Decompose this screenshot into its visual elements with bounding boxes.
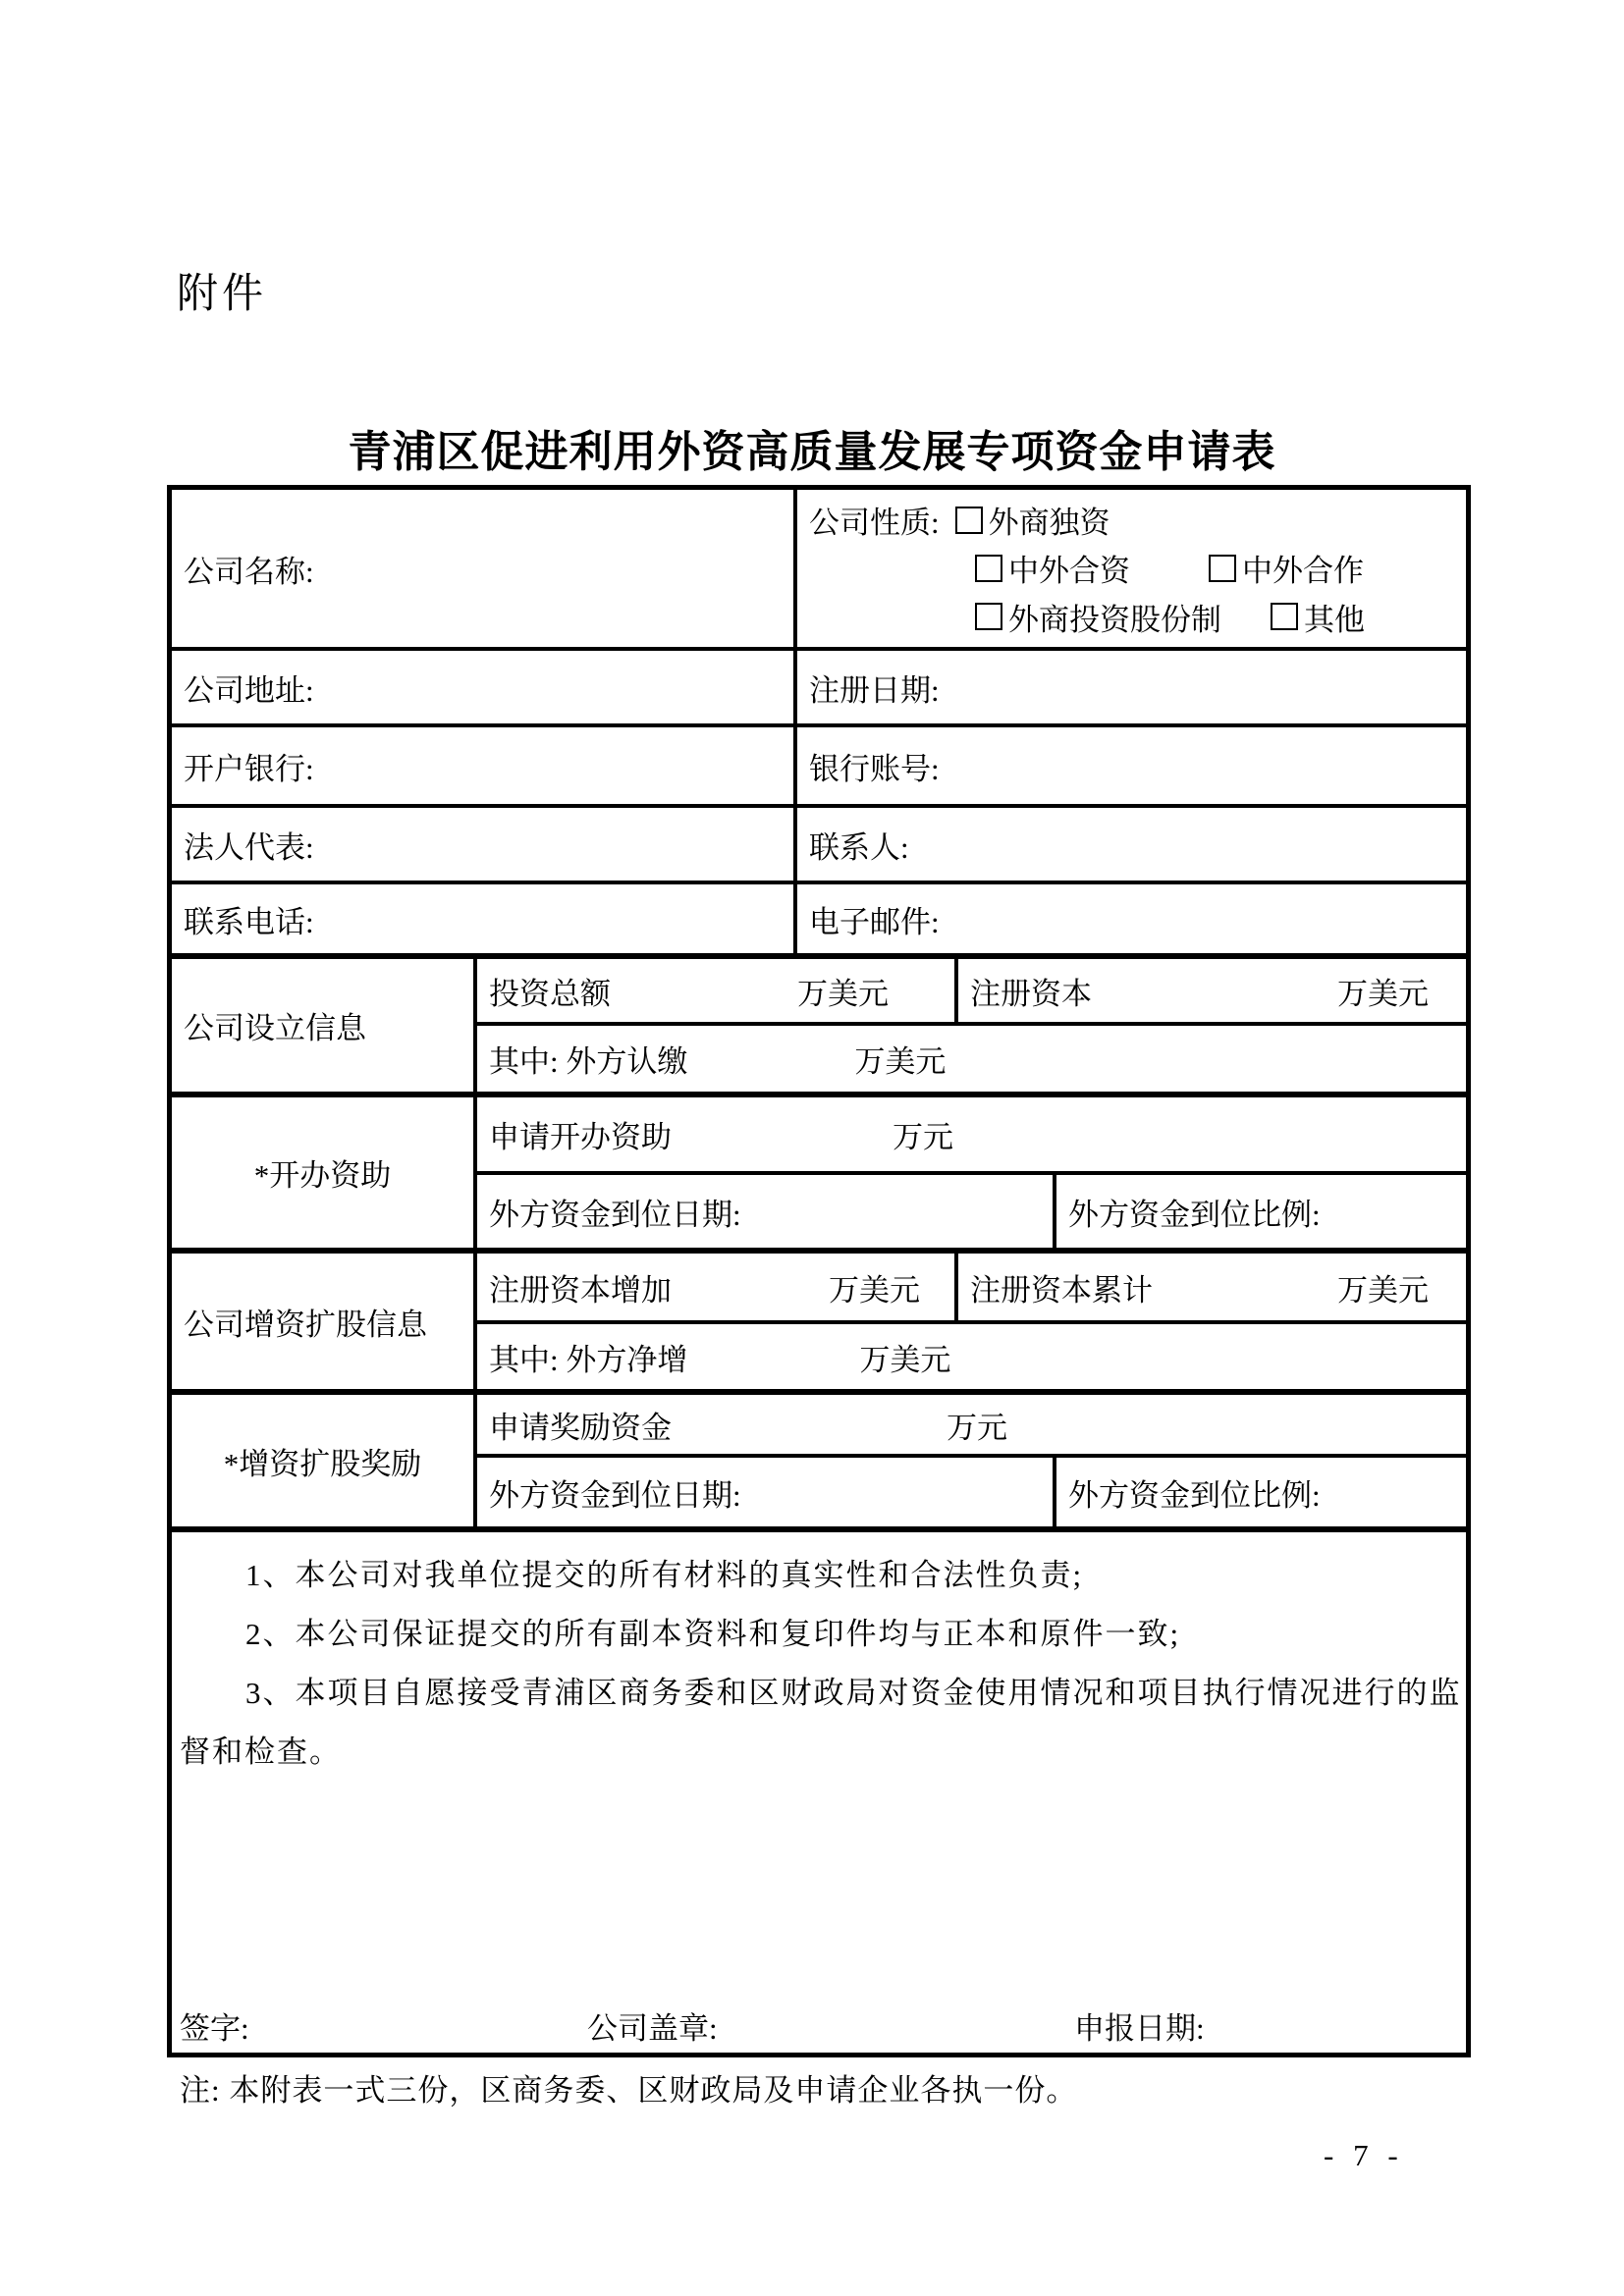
cell-contact-person <box>797 808 1466 881</box>
registration-date-label: 注册日期: <box>809 672 940 708</box>
establishment-body <box>477 959 1466 1092</box>
cell-email <box>797 884 1466 953</box>
startup-arrival-date-label: 外方资金到位日期: <box>489 1197 741 1232</box>
cell-legal-rep <box>172 808 797 881</box>
cell-total-investment <box>477 959 958 1022</box>
reward-apply-label: 申请奖励资金 <box>489 1410 672 1445</box>
option-foreign-wholly-owned <box>955 498 1110 542</box>
application-form-table <box>167 485 1471 2057</box>
cell-reward-arrival-ratio <box>1056 1458 1466 1526</box>
row-increase-reward <box>172 1395 1466 1532</box>
cell-foreign-subscribed <box>477 1026 1466 1092</box>
cell-company-nature <box>797 490 1466 647</box>
phone-label: 联系电话: <box>184 904 314 939</box>
capital-increase-header-label: 公司增资扩股信息 <box>184 1307 427 1342</box>
row-startup-grant-arrival <box>477 1175 1466 1248</box>
option-foreign-wholly-owned-label: 外商独资 <box>988 506 1110 541</box>
email-label: 电子邮件: <box>809 904 940 939</box>
checkbox-sino-foreign-jv-icon <box>975 555 1002 582</box>
row-startup-grant <box>172 1097 1466 1254</box>
establishment-header <box>172 959 477 1092</box>
row-foreign-subscribed <box>477 1026 1466 1092</box>
cell-capital-increase <box>477 1254 958 1320</box>
footnote: 注: 本附表一式三份，区商务委、区财政局及申请企业各执一份。 <box>180 2073 1078 2108</box>
option-sino-foreign-coop-label: 中外合作 <box>1242 554 1364 589</box>
checkbox-foreign-invested-joint-stock-icon <box>975 603 1002 630</box>
row-foreign-net-increase <box>477 1324 1466 1389</box>
company-nature-label: 公司性质: <box>809 506 940 541</box>
establishment-header-label: 公司设立信息 <box>184 1011 366 1045</box>
startup-arrival-ratio-label: 外方资金到位比例: <box>1068 1197 1321 1232</box>
declaration-line-4: 督和检查。 <box>180 1735 342 1769</box>
startup-grant-body <box>477 1097 1466 1248</box>
company-seal-label: 公司盖章: <box>587 2011 718 2046</box>
signature-row <box>180 2003 1466 2046</box>
row-address <box>172 651 1466 727</box>
cell-startup-arrival-ratio <box>1056 1175 1466 1248</box>
declaration-line-1: 1、本公司对我单位提交的所有材料的真实性和合法性负责; <box>245 1558 1084 1592</box>
total-investment-unit: 万美元 <box>797 976 889 1011</box>
cell-reward-arrival-date <box>477 1458 1056 1526</box>
cell-company-name <box>172 490 797 647</box>
bank-account-label: 银行账号: <box>809 751 940 786</box>
cell-reward-apply <box>477 1395 1466 1454</box>
row-phone <box>172 884 1466 959</box>
row-establishment-info <box>172 959 1466 1097</box>
increase-reward-body <box>477 1395 1466 1526</box>
row-legal-rep <box>172 808 1466 884</box>
foreign-subscribed-label: 其中: 外方认缴 <box>489 1044 688 1079</box>
foreign-subscribed-unit: 万美元 <box>854 1044 947 1079</box>
startup-grant-header-label: *开办资助 <box>253 1158 392 1193</box>
startup-grant-apply-label: 申请开办资助 <box>489 1120 672 1154</box>
declaration-line-3: 3、本项目自愿接受青浦区商务委和区财政局对资金使用情况和项目执行情况进行的监 <box>245 1676 1462 1710</box>
row-capital-increase-values <box>477 1254 1466 1324</box>
row-startup-grant-apply <box>477 1097 1466 1175</box>
total-investment-label: 投资总额 <box>489 976 611 1011</box>
cell-bank <box>172 727 797 804</box>
company-nature-line-1 <box>809 496 1466 544</box>
page-number: - 7 - <box>1324 2138 1404 2172</box>
capital-increase-unit: 万美元 <box>829 1272 920 1308</box>
cell-company-address <box>172 651 797 723</box>
row-company-name <box>172 490 1466 651</box>
startup-grant-header <box>172 1097 477 1248</box>
option-sino-foreign-jv-label: 中外合资 <box>1008 554 1130 589</box>
option-sino-foreign-coop <box>1209 546 1364 590</box>
signature-label: 签字: <box>180 2011 249 2046</box>
increase-reward-header <box>172 1395 477 1526</box>
attachment-label: 附件 <box>177 272 268 317</box>
bank-label: 开户银行: <box>184 751 314 786</box>
checkbox-sino-foreign-coop-icon <box>1209 555 1236 582</box>
foreign-net-increase-unit: 万美元 <box>859 1342 951 1377</box>
increase-reward-header-label: *增资扩股奖励 <box>223 1446 422 1481</box>
declaration-cell <box>172 1532 1466 2053</box>
cell-startup-arrival-date <box>477 1175 1056 1248</box>
option-sino-foreign-jv <box>975 546 1130 590</box>
registered-capital-unit: 万美元 <box>1337 976 1429 1011</box>
page-title: 青浦区促进利用外资高质量发展专项资金申请表 <box>348 428 1276 476</box>
declare-date-label: 申报日期: <box>1074 2011 1205 2046</box>
contact-person-label: 联系人: <box>809 829 909 865</box>
cell-registration-date <box>797 651 1466 723</box>
capital-increase-header <box>172 1254 477 1389</box>
cell-startup-grant-apply <box>477 1097 1466 1171</box>
cell-capital-cumulative <box>958 1254 1466 1320</box>
reward-arrival-ratio-label: 外方资金到位比例: <box>1068 1477 1321 1513</box>
foreign-net-increase-label: 其中: 外方净增 <box>489 1342 688 1377</box>
capital-cumulative-label: 注册资本累计 <box>970 1272 1153 1308</box>
legal-rep-label: 法人代表: <box>184 829 314 865</box>
row-investment-capital <box>477 959 1466 1026</box>
option-other <box>1271 595 1365 639</box>
row-bank <box>172 727 1466 808</box>
company-nature-line-3 <box>975 593 1466 641</box>
reward-apply-unit: 万元 <box>947 1410 1007 1445</box>
cell-registered-capital <box>958 959 1466 1022</box>
option-foreign-invested-joint-stock <box>975 595 1221 639</box>
option-other-label: 其他 <box>1304 602 1365 637</box>
row-capital-increase-info <box>172 1254 1466 1395</box>
capital-cumulative-unit: 万美元 <box>1337 1272 1429 1308</box>
capital-increase-label: 注册资本增加 <box>489 1272 672 1308</box>
startup-grant-apply-unit: 万元 <box>893 1120 953 1154</box>
row-reward-apply <box>477 1395 1466 1458</box>
cell-phone <box>172 884 797 953</box>
row-reward-arrival <box>477 1458 1466 1526</box>
checkbox-other-icon <box>1271 603 1298 630</box>
option-foreign-invested-joint-stock-label: 外商投资股份制 <box>1008 602 1221 637</box>
checkbox-foreign-wholly-owned-icon <box>955 507 983 534</box>
company-nature-line-2 <box>975 544 1466 592</box>
registered-capital-label: 注册资本 <box>970 976 1092 1011</box>
declaration-line-2: 2、本公司保证提交的所有副本资料和复印件均与正本和原件一致; <box>245 1617 1181 1651</box>
company-address-label: 公司地址: <box>184 672 314 708</box>
reward-arrival-date-label: 外方资金到位日期: <box>489 1477 741 1513</box>
company-name-label: 公司名称: <box>184 554 314 589</box>
cell-bank-account <box>797 727 1466 804</box>
cell-foreign-net-increase <box>477 1324 1466 1389</box>
row-declaration <box>172 1532 1466 2053</box>
capital-increase-body <box>477 1254 1466 1389</box>
